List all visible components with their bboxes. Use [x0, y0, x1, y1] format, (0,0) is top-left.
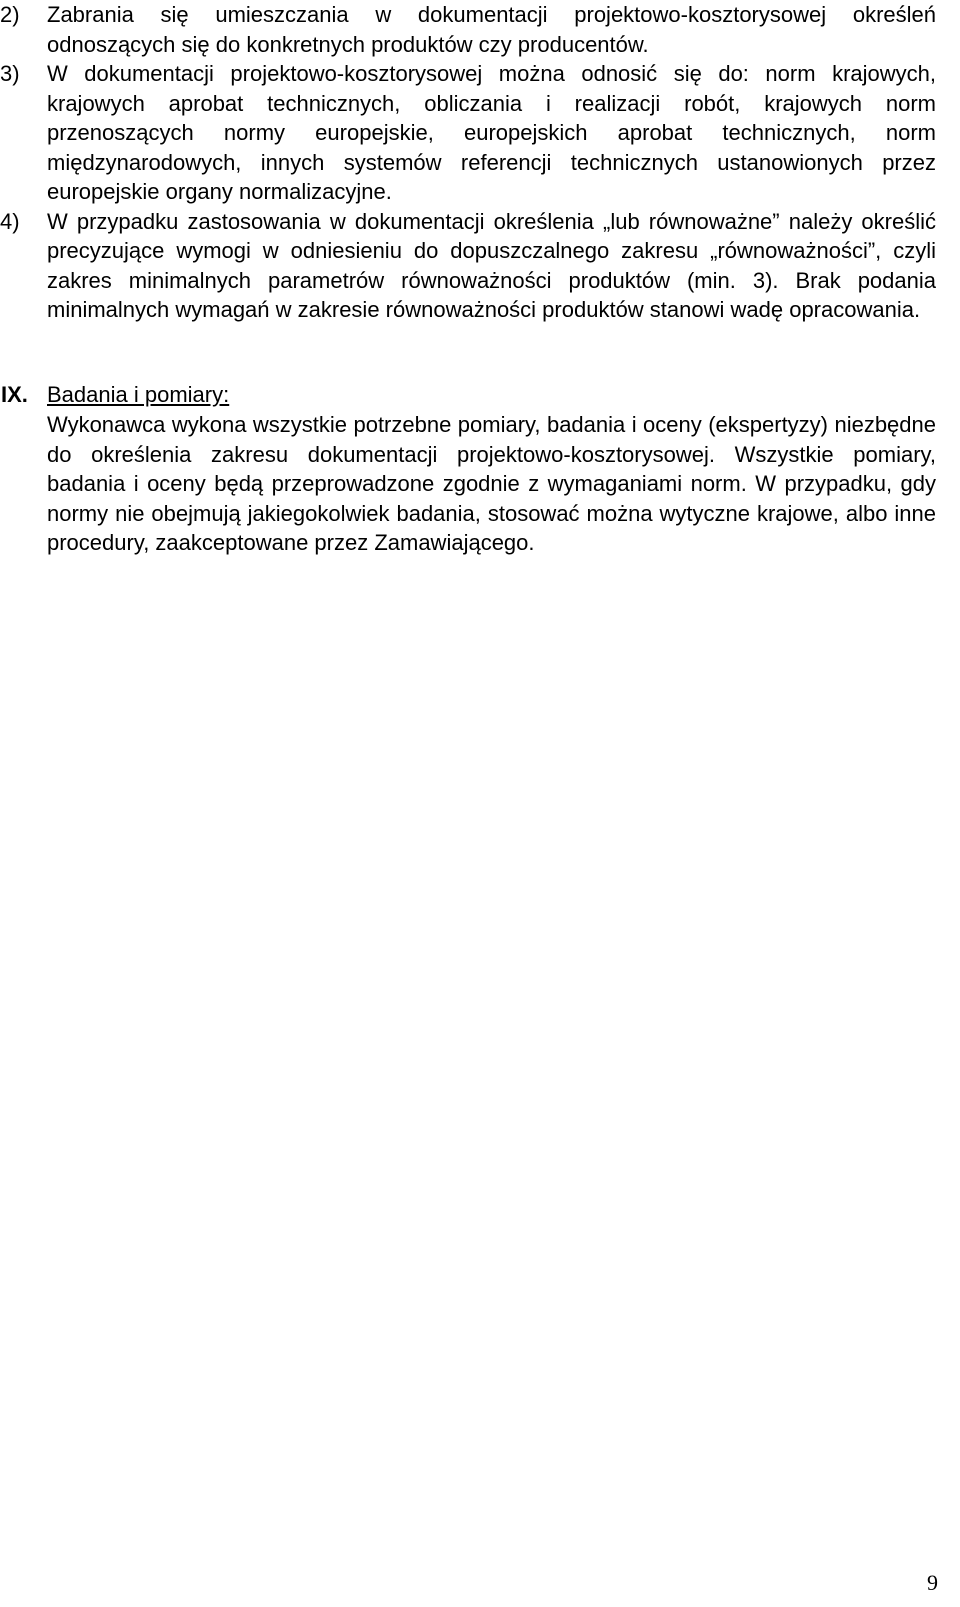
section-ix — [0, 380, 960, 558]
list-item — [0, 207, 960, 325]
list-item — [0, 0, 960, 59]
page-number: 9 — [927, 1570, 938, 1595]
section-header — [0, 380, 960, 410]
list-item-number: 4) — [0, 208, 20, 234]
numbered-list — [0, 0, 960, 325]
list-item-text: Zabrania się umieszczania w dokumentacji projektowo-kosztorysowej określeń odnoszących się do konkretnych produktów czy producentów. — [47, 2, 936, 57]
list-item-text: W przypadku zastosowania w dokumentacji określenia „lub równoważne” należy określić precyzujące wymogi w odniesieniu do dopuszczalnego zakresu „równoważności”, czyli zakres minimalnych parametrów równoważności produktów (min. 3). Brak podania minimalnych wymagań w zakresie równoważności produktów stanowi wadę opracowania. — [47, 208, 936, 322]
section-number: IX. — [1, 382, 28, 407]
list-item — [0, 59, 960, 207]
list-item-number: 2) — [0, 2, 20, 27]
list-item-number: 3) — [0, 61, 20, 86]
section-body: Wykonawca wykona wszystkie potrzebne pomiary, badania i oceny (ekspertyzy) niezbędne do określenia zakresu dokumentacji projektowo-kosztorysowej. Wszystkie pomiary, badania i oceny będą przeprowadzone zgodnie z wymaganiami norm. W przypadku, gdy normy nie obejmują jakiegokolwiek badania, stosować można wytyczne krajowe, albo inne procedury, zaakceptowane przez Zamawiającego. — [47, 412, 936, 555]
list-item-text: W dokumentacji projektowo-kosztorysowej można odnosić się do: norm krajowych, krajowych aprobat technicznych, obliczania i realizacji robót, krajowych norm przenoszących normy europejskie, europejskich aprobat technicznych, norm międzynarodowych, innych systemów referencji technicznych ustanowionych przez europejskie organy normalizacyjne. — [47, 61, 936, 204]
section-heading: Badania i pomiary: — [47, 382, 230, 407]
